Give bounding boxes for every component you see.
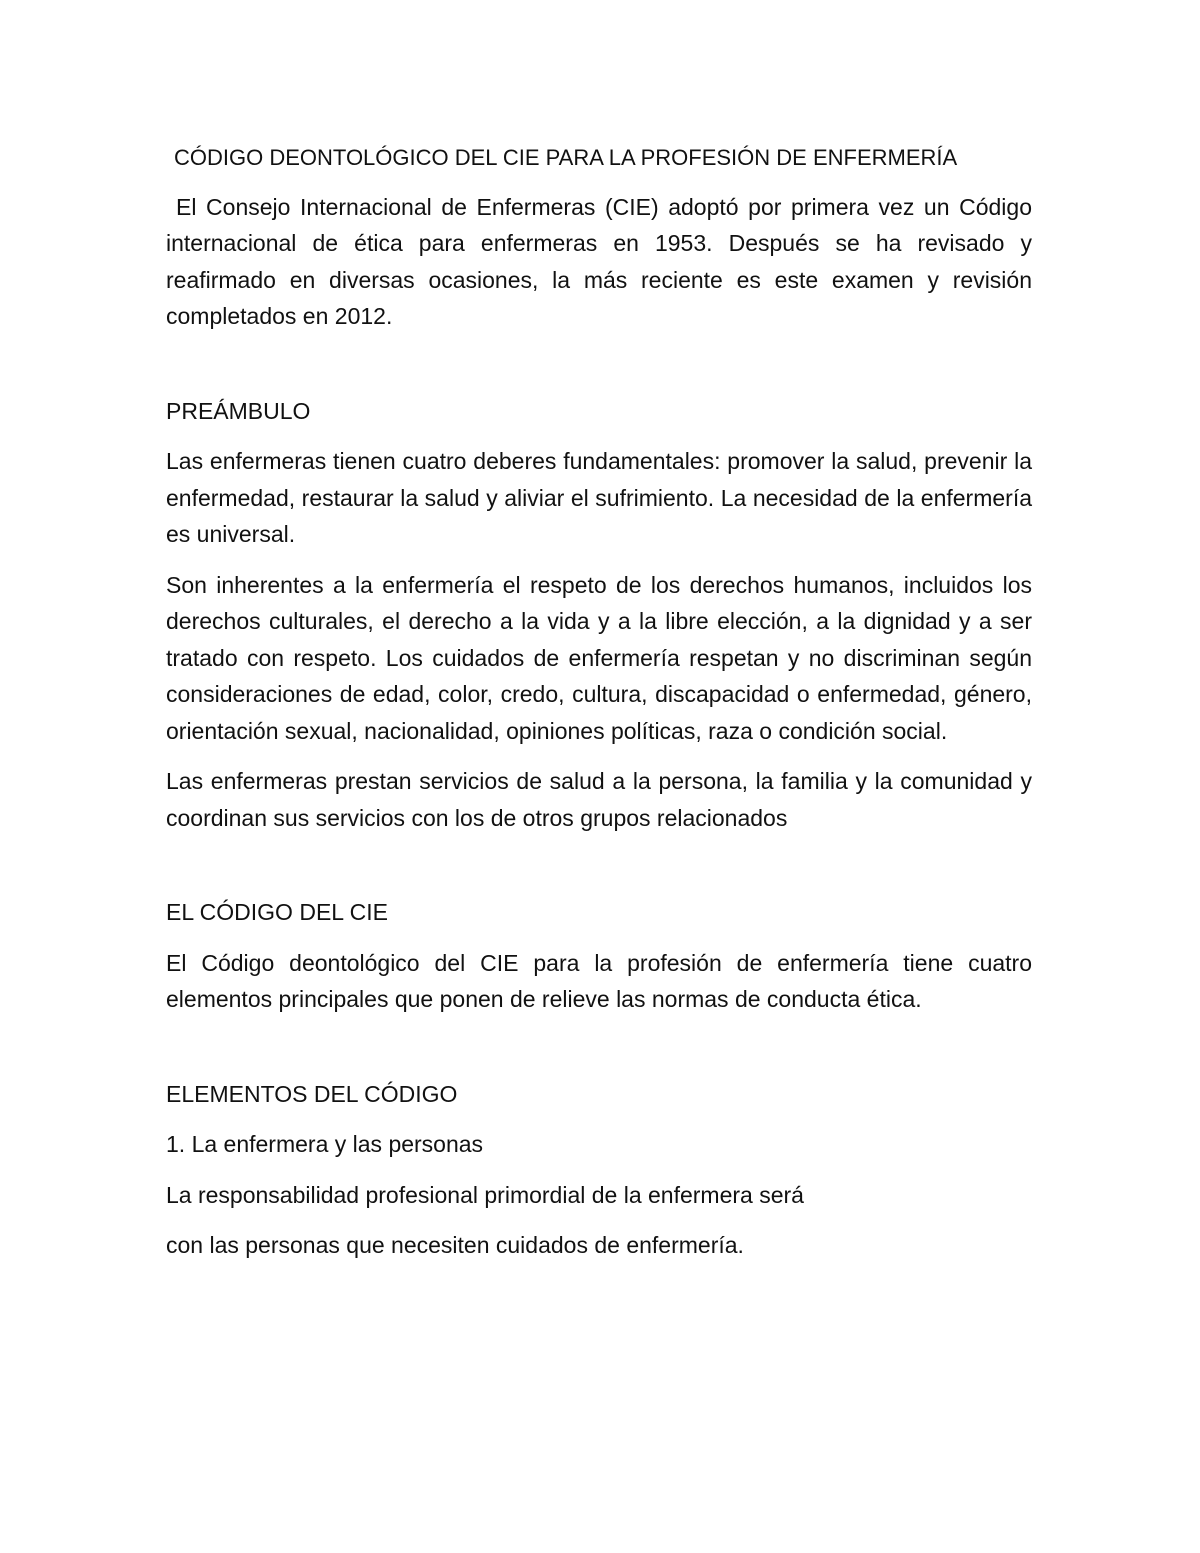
document-body xyxy=(166,140,1032,1278)
spacer xyxy=(166,850,1032,894)
spacer xyxy=(166,349,1032,393)
preambulo-paragraph-1: Las enfermeras tienen cuatro deberes fundamentales: promover la salud, prevenir la enfermedad, restaurar la salud y aliviar el sufrimiento. La necesidad de la enfermería es universal. xyxy=(166,448,1032,547)
preambulo-paragraph-3: Las enfermeras prestan servicios de salud a la persona, la familia y la comunidad y coordinan sus servicios con los de otros grupos relacionados xyxy=(166,768,1032,831)
codigo-paragraph: El Código deontológico del CIE para la profesión de enfermería tiene cuatro elementos principales que ponen de relieve las normas de conducta ética. xyxy=(166,949,1032,1012)
elemento-item-1: 1. La enfermera y las personas xyxy=(166,1131,484,1157)
codigo-heading: EL CÓDIGO DEL CIE xyxy=(166,899,388,925)
spacer xyxy=(166,1032,1032,1076)
document-title: CÓDIGO DEONTOLÓGICO DEL CIE PARA LA PROFESIÓN DE ENFERMERÍA xyxy=(174,145,958,170)
preambulo-paragraph-2: Son inherentes a la enfermería el respeto de los derechos humanos, incluidos los derechos culturales, el derecho a la vida y a la libre elección, a la dignidad y a ser tratado con respeto. Los cuidados de enfermería respetan y no discriminan según consideraciones de edad, color, credo, cultura, discapacidad o enfermedad, género, orientación sexual, nacionalidad, opiniones políticas, raza o condición social. xyxy=(166,571,1032,744)
elemento-line-1: La responsabilidad profesional primordial de la enfermera será xyxy=(166,1181,804,1208)
preambulo-heading: PREÁMBULO xyxy=(166,397,311,424)
elementos-heading: ELEMENTOS DEL CÓDIGO xyxy=(166,1080,458,1107)
elemento-line-2: con las personas que necesiten cuidados de enfermería. xyxy=(166,1232,744,1258)
intro-paragraph: El Consejo Internacional de Enfermeras (CIE) adoptó por primera vez un Código internacional de ética para enfermeras en 1953. Después se ha revisado y reafirmado en diversas ocasiones, la más reciente es este examen y revisión completados en 2012. xyxy=(166,193,1032,329)
